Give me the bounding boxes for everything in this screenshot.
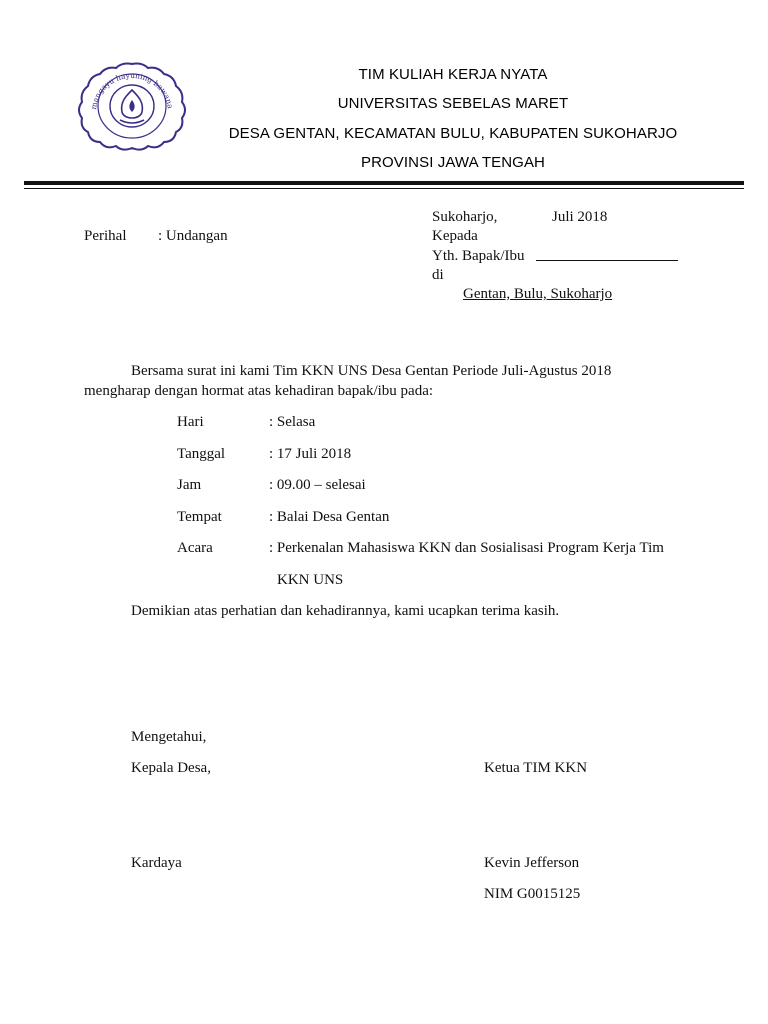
perihal-label: Perihal	[84, 228, 127, 244]
header-line-3: DESA GENTAN, KECAMATAN BULU, KABUPATEN SUKOHARJO	[228, 125, 678, 142]
detail-value-tanggal: : 17 Juli 2018	[269, 446, 352, 462]
detail-label-jam: Jam	[177, 477, 202, 493]
detail-label-tanggal: Tanggal	[177, 446, 226, 462]
para1-line2: mengharap dengan hormat atas kehadiran bapak/ibu pada:	[84, 383, 434, 399]
detail-value-jam: : 09.00 – selesai	[269, 477, 366, 493]
address-place: Gentan, Bulu, Sukoharjo	[463, 286, 613, 302]
logo-ring-text: mangayu hayuning bawana	[88, 70, 175, 111]
recipient-blank-line	[536, 260, 678, 261]
uns-logo	[76, 60, 188, 152]
detail-acara-continuation: KKN UNS	[277, 572, 344, 588]
detail-value-tempat: : Balai Desa Gentan	[269, 509, 390, 525]
address-di: di	[432, 267, 444, 283]
ketua-tim-title: Ketua TIM KKN	[484, 760, 588, 776]
header-line-1: TIM KULIAH KERJA NYATA	[358, 66, 548, 83]
address-kepada: Kepada	[432, 228, 478, 244]
detail-label-tempat: Tempat	[177, 509, 222, 525]
detail-value-acara: : Perkenalan Mahasiswa KKN dan Sosialisasi Program Kerja Tim	[269, 540, 664, 556]
para1-line1: Bersama surat ini kami Tim KKN UNS Desa Gentan Periode Juli-Agustus 2018	[131, 363, 612, 379]
header-line-4: PROVINSI JAWA TENGAH	[361, 154, 545, 171]
detail-label-acara: Acara	[177, 540, 213, 556]
header-line-2: UNIVERSITAS SEBELAS MARET	[337, 95, 569, 112]
detail-value-hari: : Selasa	[269, 414, 316, 430]
mengetahui-label: Mengetahui,	[131, 729, 207, 745]
header-rule-thin	[24, 188, 744, 189]
header-rule-thick	[24, 181, 744, 185]
address-date: Juli 2018	[552, 209, 608, 225]
address-yth: Yth. Bapak/Ibu	[432, 248, 525, 264]
detail-label-hari: Hari	[177, 414, 204, 430]
kepala-desa-name: Kardaya	[131, 855, 182, 871]
kepala-desa-title: Kepala Desa,	[131, 760, 211, 776]
perihal-value: : Undangan	[158, 228, 228, 244]
ketua-tim-name: Kevin Jefferson	[484, 855, 580, 871]
closing-text: Demikian atas perhatian dan kehadirannya, kami ucapkan terima kasih.	[131, 603, 560, 619]
ketua-tim-nim: NIM G0015125	[484, 886, 581, 902]
address-city: Sukoharjo,	[432, 209, 498, 225]
